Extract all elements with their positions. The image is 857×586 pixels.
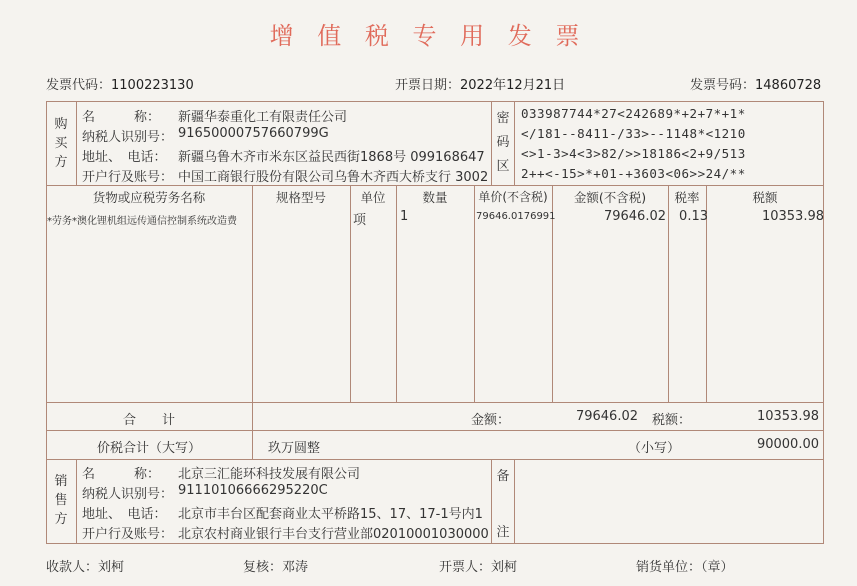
seller-address: 北京市丰台区配套商业太平桥路15、17、17-1号内1 bbox=[178, 507, 483, 522]
buyer-address: 新疆乌鲁木齐市米东区益民西街1868号 099168647 bbox=[178, 150, 485, 165]
seller-address-label: 地址、 电话： bbox=[82, 507, 167, 522]
buyer-tax-id-label: 纳税人识别号： bbox=[82, 130, 174, 145]
total-amount-label: 金额： bbox=[471, 413, 511, 428]
divider bbox=[46, 459, 824, 460]
invoice-code-label: 发票代码： bbox=[46, 78, 112, 93]
footer-seller-stamp: 销货单位：（章） bbox=[636, 560, 734, 575]
drawer-label: 开票人： bbox=[439, 560, 492, 575]
divider bbox=[350, 185, 351, 402]
seller-name-label: 名 称： bbox=[82, 467, 161, 482]
divider bbox=[46, 185, 824, 186]
col-header-unit: 单位 bbox=[360, 190, 386, 205]
seller-side-label: 销 售 方 bbox=[54, 474, 68, 527]
col-header-price: 单价(不含税) bbox=[478, 190, 548, 204]
invoice-date bbox=[395, 74, 565, 93]
total-tax-label: 税额： bbox=[652, 413, 692, 428]
seller-name: 北京三汇能环科技发展有限公司 bbox=[178, 467, 361, 482]
reviewer-label: 复核： bbox=[243, 560, 283, 575]
col-header-rate: 税率 bbox=[674, 190, 700, 205]
invoice-number-value: 14860728 bbox=[755, 78, 822, 93]
buyer-bank: 中国工商银行股份有限公司乌鲁木齐西大桥支行 3002 bbox=[178, 170, 489, 185]
footer-reviewer bbox=[243, 556, 308, 575]
invoice-number-label: 发票号码： bbox=[690, 78, 756, 93]
seller-tax-id: 91110106666295220C bbox=[178, 483, 328, 498]
divider bbox=[491, 101, 492, 185]
seller-bank: 北京农村商业银行丰台支行营业部02010001030000 bbox=[178, 527, 489, 542]
cipher-line-4: 2++<-15>*+01-+3603<06>>24/** bbox=[521, 166, 746, 181]
grand-total-number: 90000.00 bbox=[756, 437, 819, 452]
seller-tax-id-label: 纳税人识别号： bbox=[82, 487, 174, 502]
item-price: 79646.0176991 bbox=[476, 211, 556, 222]
footer-drawer bbox=[439, 556, 517, 575]
col-header-amount: 金额(不含税) bbox=[573, 190, 647, 205]
buyer-name: 新疆华泰重化工有限责任公司 bbox=[178, 110, 348, 125]
invoice-title: 增 值 税 专 用 发 票 bbox=[269, 22, 588, 50]
divider bbox=[76, 101, 77, 185]
col-header-spec: 规格型号 bbox=[275, 190, 326, 205]
payee-label: 收款人： bbox=[46, 560, 99, 575]
footer-payee bbox=[46, 556, 124, 575]
payee-value: 刘柯 bbox=[98, 560, 125, 575]
total-label: 合 计 bbox=[122, 413, 175, 428]
remarks-side-label: 备 注 bbox=[496, 469, 510, 540]
buyer-side-label: 购 买 方 bbox=[54, 117, 68, 170]
divider bbox=[491, 459, 492, 544]
col-header-tax: 税额 bbox=[752, 190, 778, 205]
cipher-side-label: 密 码 区 bbox=[496, 111, 510, 174]
grand-total-words: 玖万圆整 bbox=[268, 441, 321, 456]
item-tax: 10353.98 bbox=[761, 209, 824, 224]
drawer-value: 刘柯 bbox=[491, 560, 518, 575]
invoice-number bbox=[690, 74, 821, 93]
item-unit: 项 bbox=[353, 213, 367, 228]
col-header-qty: 数量 bbox=[422, 190, 448, 205]
divider bbox=[514, 101, 515, 185]
grand-total-small-label: （小写） bbox=[628, 441, 681, 456]
seller-bank-label: 开户行及账号： bbox=[82, 527, 174, 542]
buyer-name-label: 名 称： bbox=[82, 110, 161, 125]
divider bbox=[252, 185, 253, 459]
cipher-line-2: </181--8411-/33>--1148*<1210 bbox=[521, 126, 746, 141]
buyer-bank-label: 开户行及账号： bbox=[82, 170, 174, 185]
item-name: *劳务*澳化锂机组远传通信控制系统改造费 bbox=[47, 216, 237, 227]
divider bbox=[474, 185, 475, 402]
item-rate: 0.13 bbox=[679, 209, 708, 224]
divider bbox=[396, 185, 397, 402]
buyer-address-label: 地址、 电话： bbox=[82, 150, 167, 165]
buyer-tax-id: 91650000757660799G bbox=[178, 126, 329, 141]
invoice-code-value: 1100223130 bbox=[111, 78, 194, 93]
invoice-code bbox=[46, 74, 194, 93]
cipher-line-1: 033987744*27<242689*+2+7*+1* bbox=[521, 106, 746, 121]
col-header-name: 货物或应税劳务名称 bbox=[92, 190, 206, 205]
divider bbox=[76, 459, 77, 544]
total-amount: 79646.02 bbox=[575, 409, 638, 424]
cipher-line-3: <>1-3>4<3>82/>>18186<2+9/513 bbox=[521, 146, 746, 161]
item-qty: 1 bbox=[400, 209, 409, 224]
reviewer-value: 邓涛 bbox=[282, 560, 309, 575]
invoice-date-value: 2022年12月21日 bbox=[460, 78, 566, 93]
divider bbox=[46, 402, 824, 403]
grand-total-label: 价税合计（大写） bbox=[96, 441, 201, 456]
divider bbox=[46, 430, 824, 431]
item-amount: 79646.02 bbox=[603, 209, 666, 224]
divider bbox=[514, 459, 515, 544]
invoice-date-label: 开票日期： bbox=[395, 78, 461, 93]
total-tax: 10353.98 bbox=[756, 409, 819, 424]
